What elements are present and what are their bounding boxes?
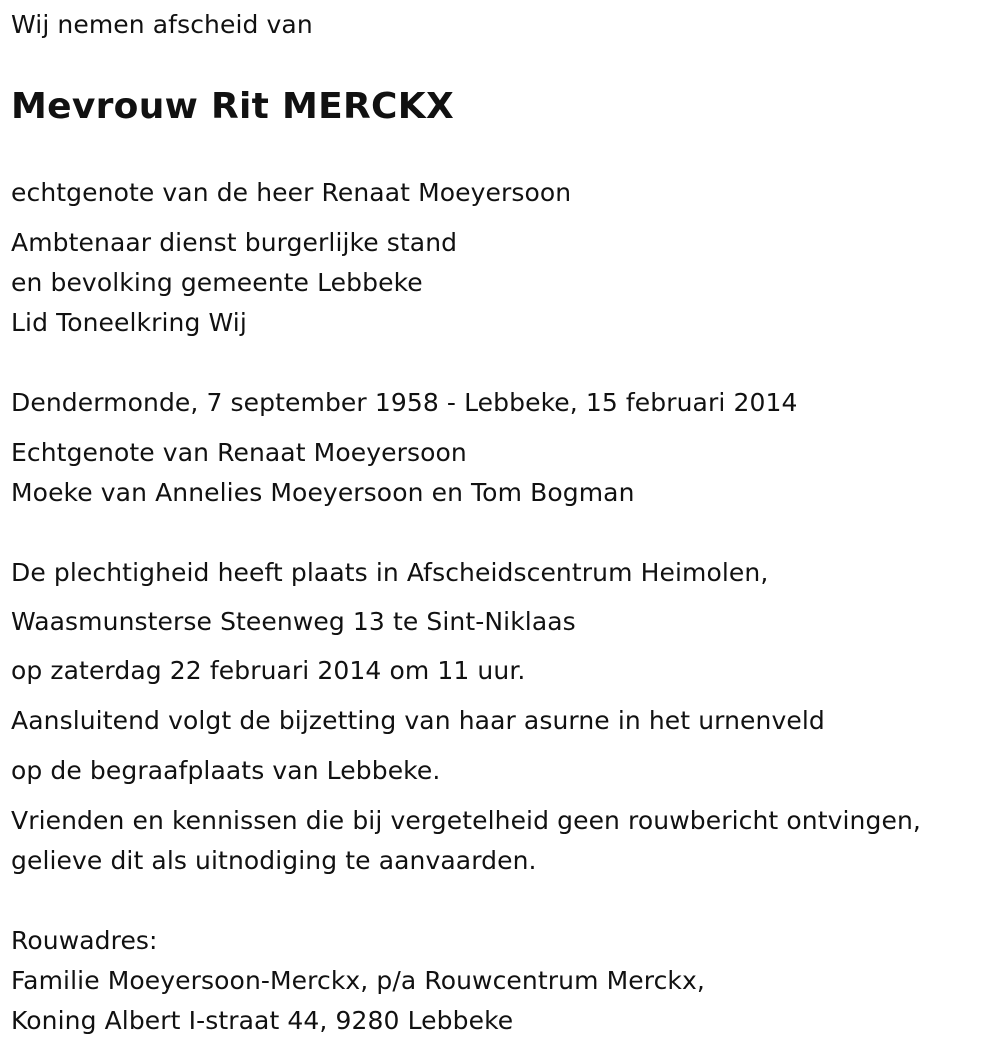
ceremony-line: gelieve dit als uitnodiging te aanvaarden. [11,846,537,875]
address-line: Koning Albert I-straat 44, 9280 Lebbeke [11,1006,514,1035]
family-line: Echtgenote van Renaat Moeyersoon [11,438,467,467]
role-line: Ambtenaar dienst burgerlijke stand [11,228,458,257]
address-line: Familie Moeyersoon-Merckx, p/a Rouwcentrum Merckx, [11,966,705,995]
ceremony-line: De plechtigheid heeft plaats in Afscheidscentrum Heimolen, [11,558,769,587]
ceremony-line: op de begraafplaats van Lebbeke. [11,756,441,785]
birth-death-dates: Dendermonde, 7 september 1958 - Lebbeke, 15 februari 2014 [11,388,798,417]
role-line: Lid Toneelkring Wij [11,308,247,337]
spouse-line: echtgenote van de heer Renaat Moeyersoon [11,178,572,207]
family-line: Moeke van Annelies Moeyersoon en Tom Bogman [11,478,635,507]
ceremony-line: Waasmunsterse Steenweg 13 te Sint-Niklaas [11,607,576,636]
ceremony-line: op zaterdag 22 februari 2014 om 11 uur. [11,656,526,685]
address-label: Rouwadres: [11,926,158,955]
role-line: en bevolking gemeente Lebbeke [11,268,423,297]
ceremony-line: Vrienden en kennissen die bij vergetelheid geen rouwbericht ontvingen, [11,806,921,835]
intro-text: Wij nemen afscheid van [11,10,313,39]
ceremony-line: Aansluitend volgt de bijzetting van haar asurne in het urnenveld [11,706,825,735]
deceased-name: Mevrouw Rit MERCKX [11,86,455,127]
